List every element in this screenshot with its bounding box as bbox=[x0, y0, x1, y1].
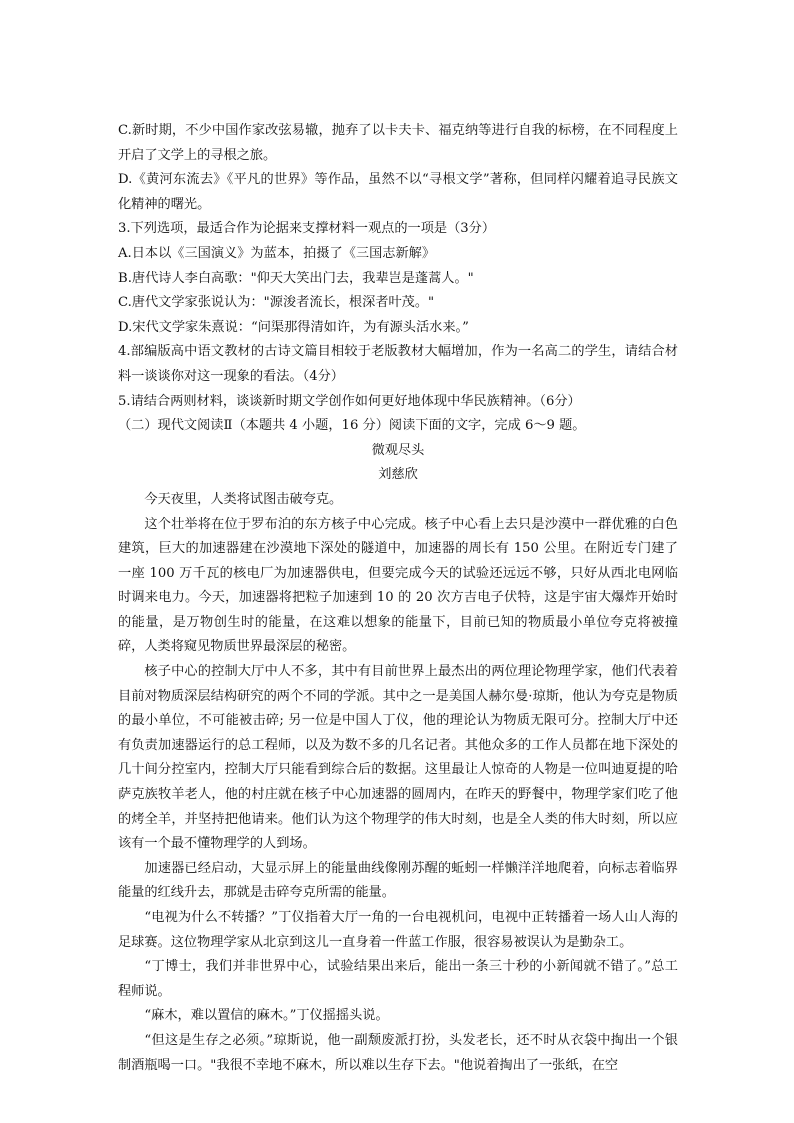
page-content bbox=[118, 119, 678, 1078]
option-d-tail: D.《黄河东流去》《平凡的世界》等作品，虽然不以“寻根文学”著称，但同样闪耀着追寻民族文化精神的曙光。 bbox=[118, 172, 678, 212]
question-3-option-d: D.宋代文学家朱熹说：“问渠那得清如许，为有源头活水来。” bbox=[118, 319, 469, 335]
story-paragraph-6: “丁博士，我们并非世界中心，试验结果出来后，能出一条三十秒的小新闻就不错了。”总工程师说。 bbox=[118, 959, 678, 999]
section-heading: （二）现代文阅读Ⅱ（本题共 4 小题，16 分）阅读下面的文字，完成 6～9 题。 bbox=[118, 418, 586, 434]
story-paragraph-3: 核子中心的控制大厅中人不多，其中有目前世界上最杰出的两位理论物理学家，他们代表着目前对物质深层结构研究的两个不同的学派。其中之一是美国人赫尔曼·琼斯，他认为夸克是物质的最小单位，不可能被击碎; 另一位是中国人丁仪，他的理论认为物质无限可分。控制大厅中还有负责加速器运行的总工程师，以及为数不多的几名记者。其他众多的工作人员都在地下深处的几十间分控室内，控制大厅只能看到综合后的数据。这里最让人惊奇的人物是一位叫迪夏提的哈萨克族牧羊老人，他的村庄就在核子中心加速器的圆周内，在昨天的野餐中，物理学家们吃了他的烤全羊，并坚持把他请来。他们认为这个物理学的伟大时刻，也是全人类的伟大时刻，所以应该有一个最不懂物理学的人到场。 bbox=[118, 664, 678, 852]
question-5: 5.请结合两则材料，谈谈新时期文学创作如何更好地体现中华民族精神。（6分） bbox=[118, 393, 581, 409]
question-3-option-a: A.日本以《三国演义》为蓝本，拍摄了《三国志新解》 bbox=[118, 245, 436, 261]
story-paragraph-1: 今天夜里，人类将试图击破夸克。 bbox=[144, 491, 343, 507]
question-3-option-b: B.唐代诗人李白高歌："仰天大笑出门去，我辈岂是蓬蒿人。" bbox=[118, 270, 474, 286]
story-paragraph-8: “但这是生存之必须。”琼斯说，他一副颓废派打扮，头发老长，还不时从衣袋中掏出一个银制酒瓶喝一口。"我很不幸地不麻木，所以难以生存下去。"他说着掏出了一张纸，在空 bbox=[118, 1032, 678, 1073]
story-paragraph-4: 加速器已经启动，大显示屏上的能量曲线像刚苏醒的蚯蚓一样懒洋洋地爬着，向标志着临界能量的红线升去，那就是击碎夸克所需的能量。 bbox=[118, 860, 678, 901]
story-paragraph-5: “电视为什么不转播？”丁仪指着大厅一角的一台电视机问，电视中正转播着一场人山人海的足球赛。这位物理学家从北京到这儿一直身着一件蓝工作服，很容易被误认为是勤杂工。 bbox=[118, 910, 678, 950]
question-3-option-c: C.唐代文学家张说认为："源浚者流长，根深者叶茂。" bbox=[118, 295, 435, 311]
story-author: 刘慈欣 bbox=[378, 467, 418, 483]
story-title: 微观尽头 bbox=[371, 442, 425, 458]
story-paragraph-7: “麻木，难以置信的麻木。”丁仪摇摇头说。 bbox=[144, 1008, 389, 1024]
option-c-tail: C.新时期，不少中国作家改弦易辙，抛弃了以卡夫卡、福克纳等进行自我的标榜，在不同程度上开启了文学上的寻根之旅。 bbox=[118, 123, 678, 163]
question-4: 4.部编版高中语文教材的古诗文篇目相较于老版教材大幅增加，作为一名高二的学生，请结合材料一谈谈你对这一现象的看法。（4分） bbox=[118, 344, 678, 384]
story-paragraph-2: 这个壮举将在位于罗布泊的东方核子中心完成。核子中心看上去只是沙漠中一群优雅的白色建筑，巨大的加速器建在沙漠地下深处的隧道中，加速器的周长有 150 公里。在附近专门建了一座 100 万千瓦的核电厂为加速器供电，但要完成今天的试验还远远不够，只好从西北电网临时调来电力。今天，加速器将把粒子加速到 10 的 20 次方吉电子伏特，这是宇宙大爆炸开始时的能量，是万物创生时的能量，在这难以想象的能量下，目前已知的物质最小单位夸克将被撞碎，人类将窥见物质世界最深层的秘密。 bbox=[118, 516, 678, 655]
question-3-stem: 3.下列选项，最适合作为论据来支撑材料一观点的一项是（3分） bbox=[118, 221, 496, 237]
